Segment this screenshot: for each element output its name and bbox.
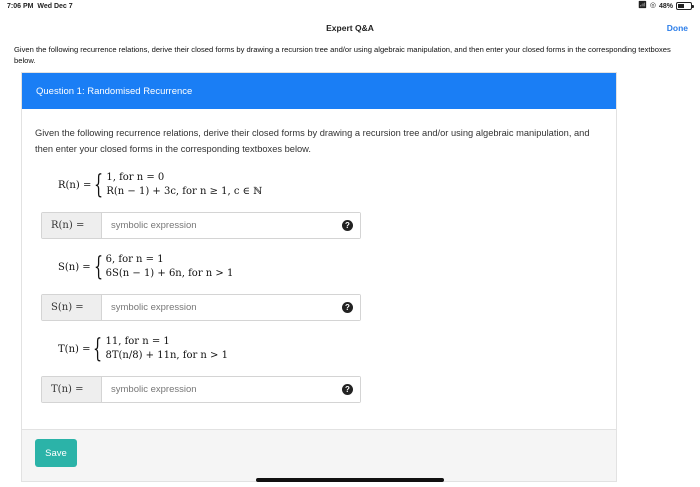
- s-input-label: S(n) =: [42, 295, 102, 320]
- nav-bar: [0, 18, 700, 38]
- t-expression-input[interactable]: [102, 377, 360, 402]
- battery-icon: [676, 2, 692, 10]
- intro-text: Given the following recurrence relations, derive their closed forms by drawing a recursion tree and/or using algebraic manipulation, and then enter your closed forms in the corresponding textboxes below.: [14, 45, 671, 65]
- recurrence-t-case2: 8T(n/8) + 11n, for n > 1: [105, 350, 228, 361]
- wifi-icon: 📶︎: [637, 2, 647, 9]
- question-header: Question 1: Randomised Recurrence: [22, 73, 616, 109]
- s-input-group: [41, 294, 361, 321]
- recurrence-r-case2: R(n − 1) + 3c, for n ≥ 1, c ∈ ℕ: [106, 186, 263, 197]
- recurrence-r-case1: 1, for n = 0: [106, 172, 165, 183]
- battery-percent: 48%: [658, 2, 673, 10]
- recurrence-t: [58, 335, 228, 363]
- status-indicators: [638, 2, 692, 10]
- recurrence-t-lhs: T(n) =: [58, 343, 91, 355]
- t-input-group: [41, 376, 361, 403]
- done-button[interactable]: Done: [666, 23, 688, 33]
- status-date-text: Wed Dec 7: [37, 3, 73, 10]
- brace-icon: {: [94, 170, 104, 200]
- r-expression-input[interactable]: [102, 213, 360, 238]
- recurrence-s: [58, 253, 233, 281]
- question-card: [21, 72, 617, 430]
- s-help-icon[interactable]: ?: [342, 302, 353, 313]
- brace-icon: {: [93, 334, 103, 364]
- recurrence-s-case1: 6, for n = 1: [105, 254, 164, 265]
- recurrence-s-lhs: S(n) =: [58, 261, 91, 273]
- r-input-group: [41, 212, 361, 239]
- t-input-label: T(n) =: [42, 377, 102, 402]
- t-help-icon[interactable]: ?: [342, 384, 353, 395]
- status-bar: [0, 0, 700, 14]
- recurrence-s-case2: 6S(n − 1) + 6n, for n > 1: [105, 268, 234, 279]
- r-input-label: R(n) =: [42, 213, 102, 238]
- status-time-text: 7:06 PM: [7, 3, 34, 10]
- question-body: [22, 109, 616, 431]
- recurrence-t-cases: [105, 335, 228, 363]
- s-expression-input[interactable]: [102, 295, 360, 320]
- question-text: Given the following recurrence relations, derive their closed forms by drawing a recursion tree and/or using algebraic manipulation, and then enter your closed forms in the corresponding textboxes below.: [35, 128, 590, 154]
- r-help-icon[interactable]: ?: [342, 220, 353, 231]
- card-footer: [21, 430, 617, 482]
- home-indicator[interactable]: [256, 478, 444, 482]
- status-time: [7, 3, 73, 10]
- recurrence-t-case1: 11, for n = 1: [105, 336, 170, 347]
- recurrence-r-lhs: R(n) =: [58, 179, 92, 191]
- recurrence-s-cases: [106, 253, 234, 281]
- save-button[interactable]: Save: [35, 439, 77, 467]
- lock-icon: ◎: [649, 2, 656, 9]
- recurrence-r: [58, 171, 262, 199]
- brace-icon: {: [93, 252, 103, 282]
- page-title: Expert Q&A: [326, 23, 374, 33]
- recurrence-r-cases: [106, 171, 262, 199]
